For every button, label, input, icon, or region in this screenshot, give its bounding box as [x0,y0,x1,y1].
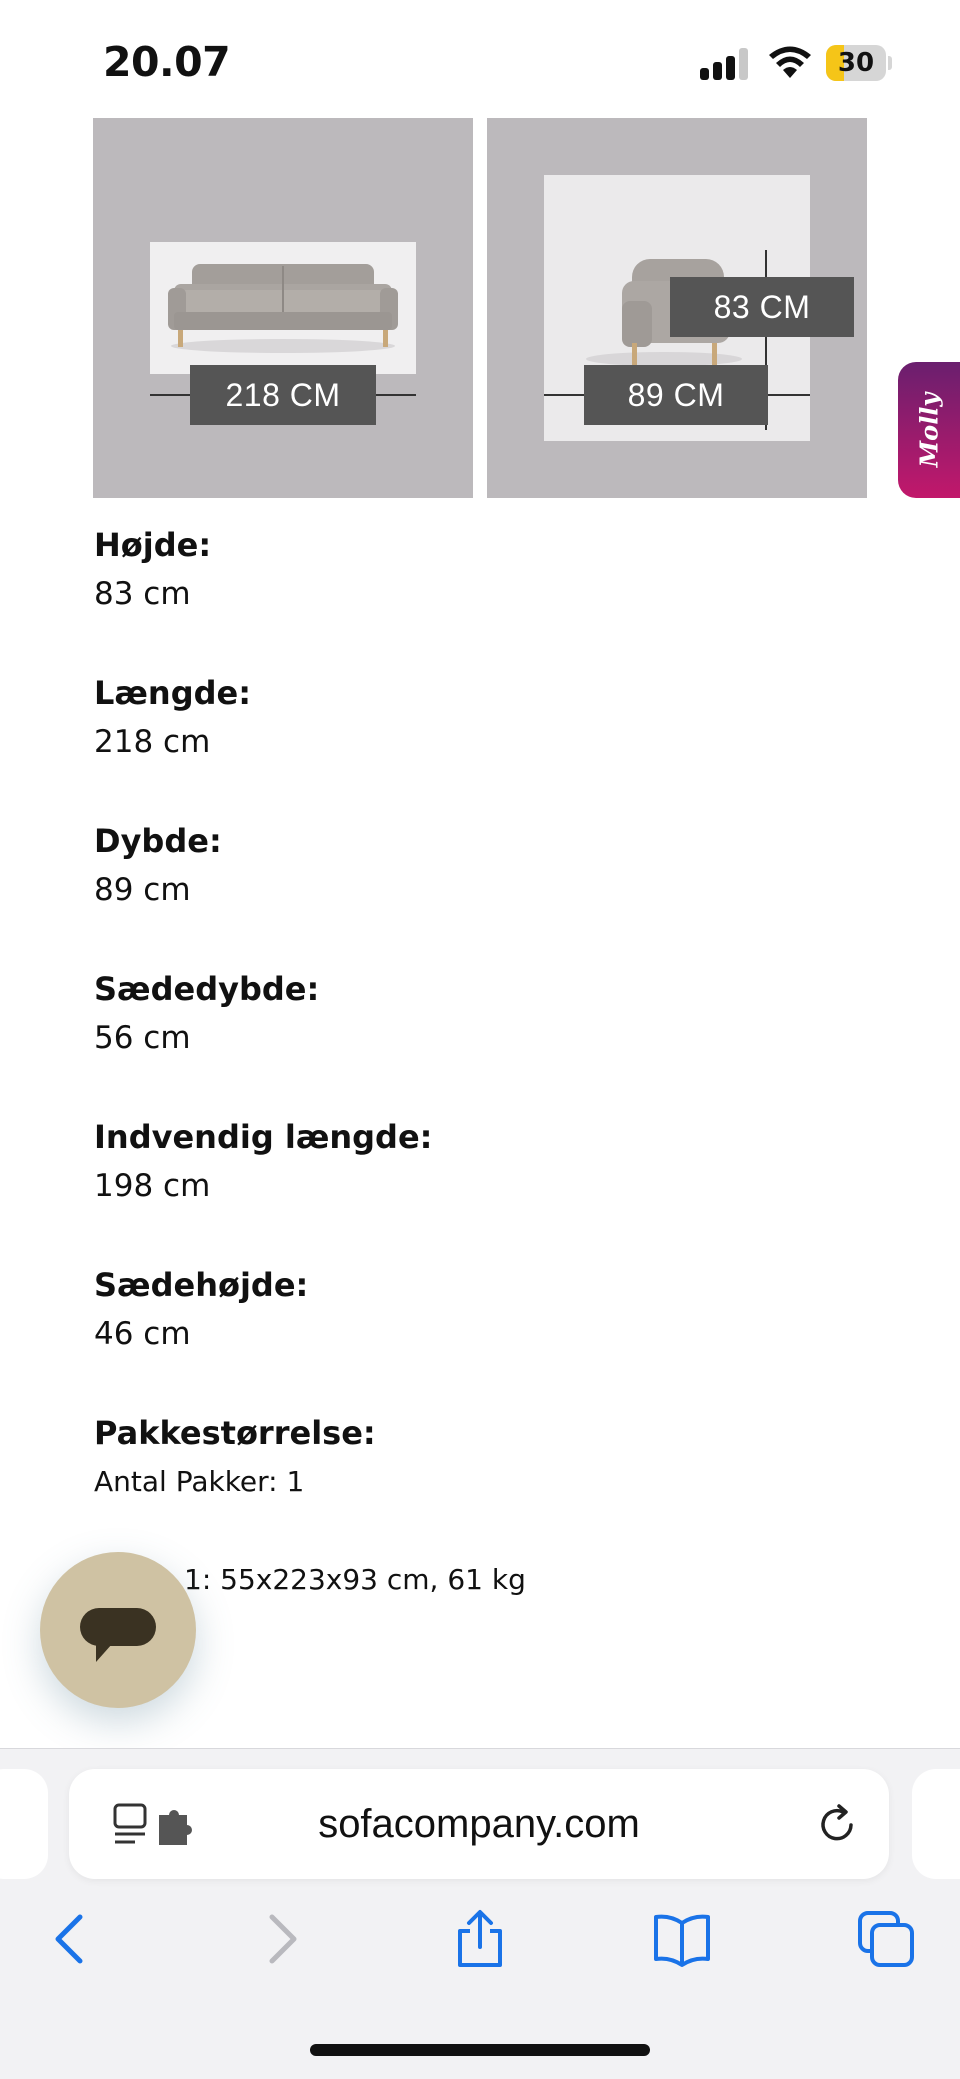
molly-label: Molly [914,392,944,468]
dimensions-spec-list [94,520,874,1556]
battery-icon [826,45,892,81]
spec-value: 198 cm [94,1168,211,1204]
status-bar [0,0,960,118]
package-1-text: 1: 55x223x93 cm, 61 kg [184,1563,526,1596]
previous-tab-preview[interactable] [0,1769,48,1879]
next-tab-preview[interactable] [912,1769,960,1879]
spec-value: 89 cm [94,872,191,908]
depth-dimension-label: 89 CM [584,365,768,425]
product-image-front-dimensions[interactable] [93,118,473,498]
sofa-front-photo [150,242,416,374]
spec-value: 83 cm [94,576,191,612]
spec-value: 46 cm [94,1316,191,1352]
spec-length [94,668,874,816]
package-count: Antal Pakker: 1 [94,1465,305,1498]
url-text: sofacompany.com [318,1802,640,1846]
spec-value: 56 cm [94,1020,191,1056]
width-dimension-label: 218 CM [190,365,376,425]
spec-height [94,520,874,668]
cellular-signal-icon [700,48,750,80]
spec-label: Længde: [94,674,252,712]
home-indicator [310,2044,650,2056]
spec-label: Sædedybde: [94,970,320,1008]
bookmarks-icon[interactable] [652,1909,712,1969]
battery-level: 30 [837,48,875,78]
spec-seat-height [94,1260,874,1408]
spec-package-size [94,1408,874,1556]
wifi-icon [768,44,812,80]
address-bar[interactable] [69,1769,889,1879]
status-time: 20.07 [103,38,231,86]
tabs-icon[interactable] [856,1909,916,1969]
spec-seat-depth [94,964,874,1112]
browser-toolbar [0,1748,960,2079]
spec-inner-length [94,1112,874,1260]
spec-label: Pakkestørrelse: [94,1414,376,1452]
molly-assistant-tab[interactable] [898,362,960,498]
spec-label: Højde: [94,526,212,564]
spec-label: Indvendig længde: [94,1118,433,1156]
height-dimension-label: 83 CM [670,277,854,337]
share-icon[interactable] [450,1909,510,1969]
chat-button[interactable] [40,1552,196,1708]
sofa-front-illustration [150,242,416,374]
spec-depth [94,816,874,964]
back-icon[interactable] [42,1909,102,1969]
spec-value: 218 cm [94,724,211,760]
product-image-side-dimensions[interactable] [487,118,867,498]
spec-label: Dybde: [94,822,222,860]
reload-icon[interactable] [815,1803,859,1847]
spec-label: Sædehøjde: [94,1266,309,1304]
chat-icon [40,1552,196,1708]
forward-icon[interactable] [250,1909,310,1969]
